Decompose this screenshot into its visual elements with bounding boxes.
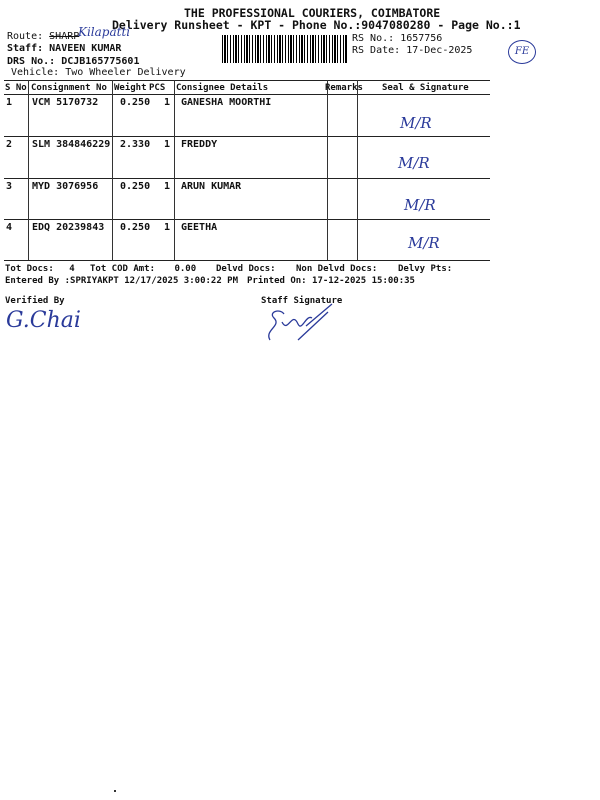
verified-by-label: Verified By <box>5 296 65 306</box>
header-seal-signature: Seal & Signature <box>382 83 469 93</box>
drs-line <box>7 56 139 67</box>
vehicle-value: Two Wheeler Delivery <box>65 67 186 78</box>
verifier-signature: G.Chai <box>6 308 81 333</box>
tot-docs <box>5 264 75 274</box>
header-consignee: Consignee Details <box>176 83 269 93</box>
table-bottom-line <box>4 260 490 261</box>
row-weight: 2.330 <box>120 139 151 150</box>
row-consignment: MYD 3076956 <box>32 181 99 192</box>
row-pcs: 1 <box>164 139 171 150</box>
fe-stamp: FE <box>508 40 536 64</box>
column-divider <box>174 80 175 260</box>
tot-cod-label: Tot COD Amt: <box>90 264 156 274</box>
row-weight: 0.250 <box>120 222 151 233</box>
tot-docs-label: Tot Docs: <box>5 264 54 274</box>
delvy-pts: Delvy Pts: <box>398 264 453 274</box>
route-value: SHARP <box>49 31 80 42</box>
row-consignee: GANESHA MOORTHI <box>181 97 272 108</box>
row-sno: 4 <box>6 222 13 233</box>
row-divider <box>4 178 490 179</box>
drs-value: DCJB165775601 <box>61 56 140 67</box>
barcode <box>222 35 348 63</box>
staff-value: NAVEEN KUMAR <box>49 43 122 54</box>
column-divider <box>112 80 113 260</box>
vehicle-line <box>11 67 186 78</box>
scan-speck <box>114 790 116 792</box>
rs-date-value: 17-Dec-2025 <box>406 45 473 56</box>
row-consignee: FREDDY <box>181 139 218 150</box>
row-pcs: 1 <box>164 181 171 192</box>
rs-no-value: 1657756 <box>400 33 443 44</box>
row-consignee: GEETHA <box>181 222 218 233</box>
non-delvd-docs: Non Delvd Docs: <box>296 264 378 274</box>
company-title: THE PROFESSIONAL COURIERS, COIMBATORE <box>184 6 441 20</box>
column-divider <box>357 80 358 260</box>
row-sno: 3 <box>6 181 13 192</box>
row-sno: 2 <box>6 139 13 150</box>
row-weight: 0.250 <box>120 181 151 192</box>
rs-date-label: RS Date: <box>352 45 401 56</box>
column-divider <box>327 80 328 260</box>
runsheet-title: Delivery Runsheet - KPT - Phone No.:9047080280 - Page No.:1 <box>112 18 521 32</box>
vehicle-label: Vehicle: <box>11 67 60 78</box>
staff-label: Staff: <box>7 43 44 54</box>
header-consignment-no: Consignment No <box>31 83 107 93</box>
rs-no-line <box>352 33 442 44</box>
tot-cod-value: 0.00 <box>174 264 197 274</box>
header-sno: S No <box>5 83 27 93</box>
column-divider <box>28 80 29 260</box>
printed-on: Printed On: 17-12-2025 15:00:35 <box>247 276 415 286</box>
rs-date-line <box>352 45 472 56</box>
header-weight: Weight <box>114 83 147 93</box>
header-remarks: Remarks <box>325 83 363 93</box>
row-divider <box>4 219 490 220</box>
delvd-docs: Delvd Docs: <box>216 264 276 274</box>
row-sno: 1 <box>6 97 13 108</box>
row-weight: 0.250 <box>120 97 151 108</box>
rs-no-label: RS No.: <box>352 33 395 44</box>
row-pcs: 1 <box>164 97 171 108</box>
row-consignment: VCM 5170732 <box>32 97 99 108</box>
row-divider <box>4 136 490 137</box>
row-seal-mr: M/R <box>408 234 440 252</box>
row-consignment: SLM 384846229 <box>32 139 111 150</box>
staff-signature <box>262 300 342 348</box>
row-seal-mr: M/R <box>404 196 436 214</box>
table-top-line <box>4 80 490 81</box>
row-seal-mr: M/R <box>398 154 430 172</box>
entered-by: Entered By :SPRIYAKPT 12/17/2025 3:00:22 PM <box>5 276 238 286</box>
drs-label: DRS No.: <box>7 56 56 67</box>
table-header-line <box>4 94 490 95</box>
tot-docs-value: 4 <box>69 264 75 274</box>
row-consignment: EDQ 20239843 <box>32 222 105 233</box>
header-pcs: PCS <box>149 83 166 93</box>
route-handwritten: Kilapatti <box>78 25 131 39</box>
row-seal-mr: M/R <box>400 114 432 132</box>
tot-cod <box>90 264 196 274</box>
route-line <box>7 31 79 42</box>
row-consignee: ARUN KUMAR <box>181 181 242 192</box>
staff-signature-label: Staff Signature <box>261 296 343 306</box>
row-pcs: 1 <box>164 222 171 233</box>
staff-line <box>7 43 121 54</box>
route-label: Route: <box>7 31 44 42</box>
